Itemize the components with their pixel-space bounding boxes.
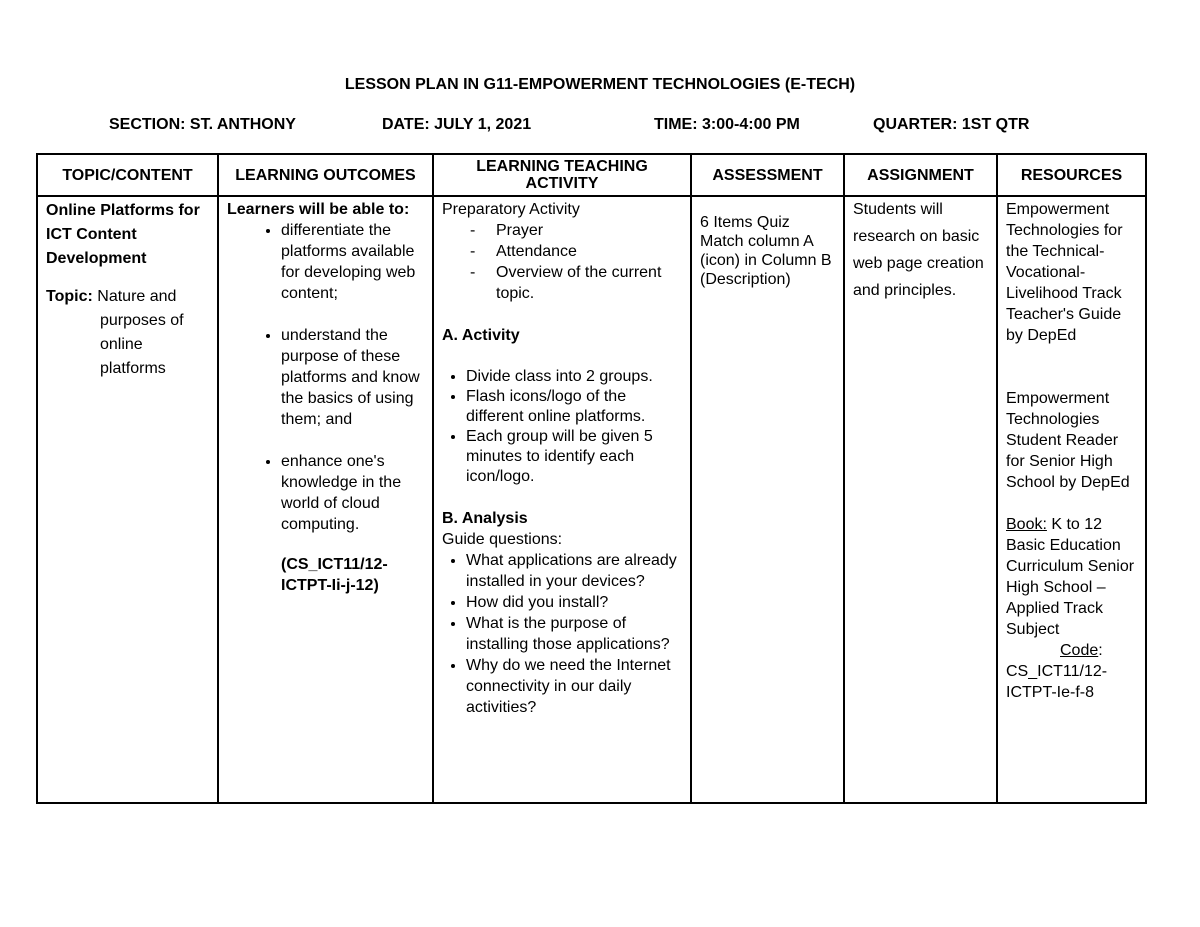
header-assessment: ASSESSMENT <box>691 154 844 196</box>
book-text: K to 12 Basic Education Curriculum Senior High School – Applied Track Subject <box>1006 516 1135 638</box>
assessment-cell <box>691 196 844 803</box>
list-item: • differentiate the platforms available for developing web content; <box>281 220 426 304</box>
table-header-row <box>37 154 1146 196</box>
assignment-text: Students will research on basic web page creation and principles. <box>853 201 984 299</box>
list-item: • What applications are already installed in your devices? <box>466 550 684 592</box>
list-item: • Why do we need the Internet connectivity in our daily activities? <box>466 655 684 718</box>
table-row <box>37 196 1146 803</box>
topic-text: Nature and purposes of online platforms <box>97 288 184 377</box>
topic-cell <box>37 196 218 803</box>
competency-code: (CS_ICT11/12-ICTPT-Ii-j-12) <box>281 556 388 594</box>
list-item: • Each group will be given 5 minutes to identify each icon/logo. <box>466 427 684 487</box>
list-item: - Prayer <box>442 220 684 241</box>
list-item: • How did you install? <box>466 592 684 613</box>
resource-item: Empowerment Technologies Student Reader for Senior High School by DepEd <box>1006 390 1130 491</box>
time-label: TIME: 3:00-4:00 PM <box>654 116 800 133</box>
list-item: • understand the purpose of these platforms and know the basics of using them; and <box>281 325 426 430</box>
prep-title: Preparatory Activity <box>442 201 580 218</box>
page-title: LESSON PLAN IN G11-EMPOWERMENT TECHNOLOGIES (E-TECH) <box>344 76 856 93</box>
quarter-label: QUARTER: 1ST QTR <box>873 116 1030 133</box>
resource-code: Code: <box>1060 642 1103 659</box>
outcomes-intro: Learners will be able to: <box>227 201 410 218</box>
assignment-cell <box>844 196 997 803</box>
outcomes-list <box>227 220 426 535</box>
activity-list <box>442 367 684 487</box>
book-label: Book: <box>1006 516 1047 533</box>
resources-cell <box>997 196 1146 803</box>
topic-detail <box>46 285 211 381</box>
resource-item: Empowerment Technologies for the Technical-Vocational-Livelihood Track Teacher's Guide by DepEd <box>1006 201 1123 344</box>
assessment-text: 6 Items Quiz Match column A (icon) in Column B (Description) <box>700 214 832 288</box>
outcomes-cell <box>218 196 433 803</box>
activity-title: A. Activity <box>442 327 520 344</box>
analysis-title: B. Analysis <box>442 510 528 527</box>
list-item: • Divide class into 2 groups. <box>466 367 684 387</box>
resource-book <box>1006 514 1139 640</box>
list-item: • What is the purpose of installing those applications? <box>466 613 684 655</box>
list-item: • Flash icons/logo of the different online platforms. <box>466 387 684 427</box>
prep-list <box>442 220 684 304</box>
code-text: CS_ICT11/12-ICTPT-Ie-f-8 <box>1006 663 1108 701</box>
header-topic: TOPIC/CONTENT <box>37 154 218 196</box>
date-label: DATE: JULY 1, 2021 <box>382 116 532 133</box>
section-label: SECTION: ST. ANTHONY <box>109 116 296 133</box>
activity-cell <box>433 196 691 803</box>
header-outcomes: LEARNING OUTCOMES <box>218 154 433 196</box>
topic-heading: Online Platforms for ICT Content Development <box>46 202 200 267</box>
analysis-list <box>442 550 684 718</box>
header-activity: LEARNING TEACHING ACTIVITY <box>433 154 691 196</box>
code-label: Code <box>1060 642 1099 659</box>
header-resources: RESOURCES <box>997 154 1146 196</box>
list-item: - Overview of the current topic. <box>442 262 684 304</box>
topic-label: Topic: <box>46 288 93 305</box>
analysis-subtitle: Guide questions: <box>442 531 563 548</box>
list-item: • enhance one's knowledge in the world of cloud computing. <box>281 451 426 535</box>
lesson-plan-table <box>36 153 1147 804</box>
list-item: - Attendance <box>442 241 684 262</box>
header-assignment: ASSIGNMENT <box>844 154 997 196</box>
